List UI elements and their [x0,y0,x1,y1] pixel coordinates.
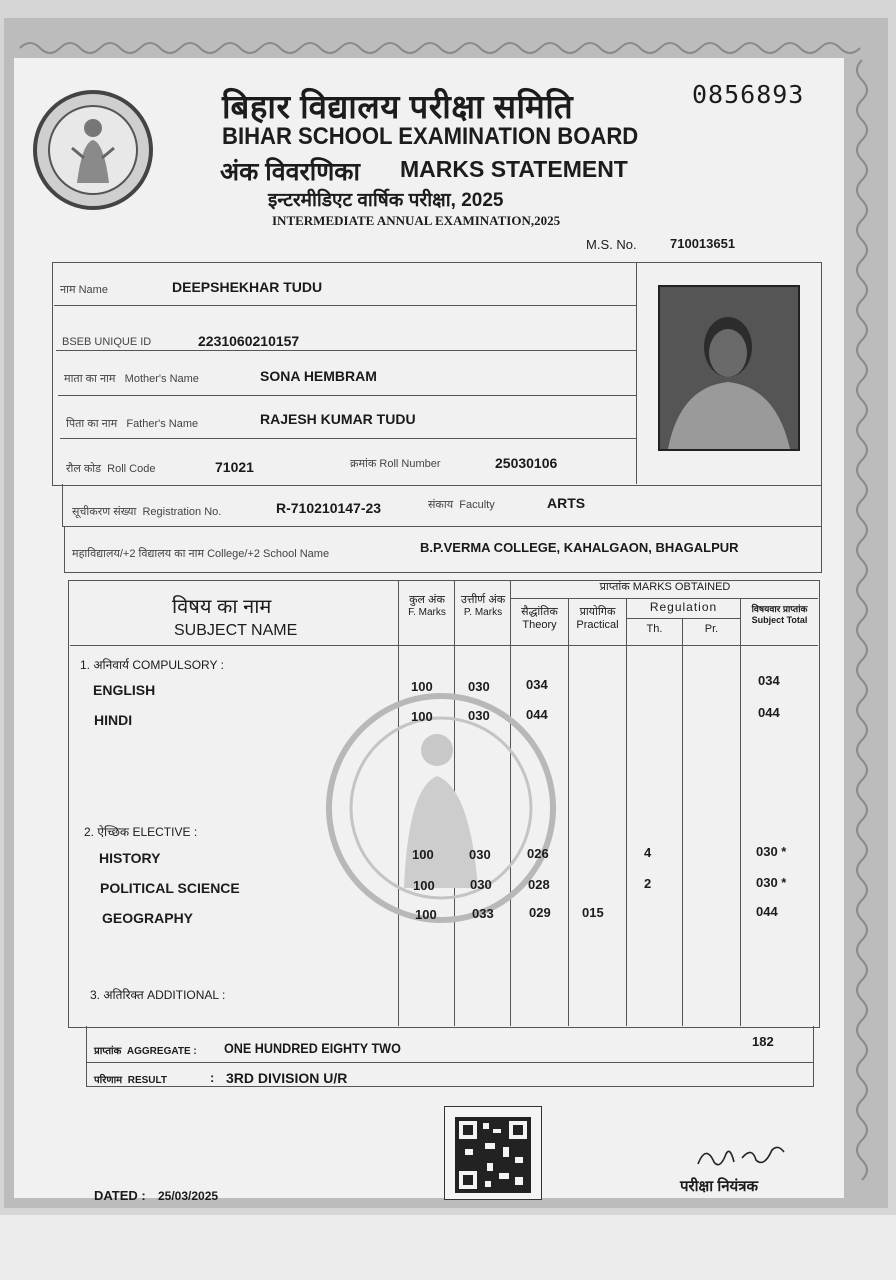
subject-total: 034 [758,673,780,688]
theory-marks: 028 [528,877,550,892]
regulation-theory-header: Th. [646,623,663,635]
college-label: महाविद्यालय/+2 विद्यालय का नाम College/+2 School Name [72,548,330,560]
statement-title-english: MARKS STATEMENT [400,156,628,182]
ms-number-label: M.S. No. [586,237,637,252]
college-name: B.P.VERMA COLLEGE, KAHALGAON, BHAGALPUR [420,540,739,555]
subject-total-header: विषयवार प्राप्तांक Subject Total [751,604,808,625]
subject-name: HINDI [94,712,133,728]
registration-number: R-710210147-23 [276,500,382,516]
full-marks: 100 [411,679,433,694]
full-marks-header: कुल अंक F. Marks [408,594,446,618]
marks-obtained-header: प्राप्तांक MARKS OBTAINED [599,581,731,593]
mother-name: SONA HEMBRAM [260,368,377,384]
result-label: परिणाम RESULT [94,1075,167,1086]
issue-date: 25/03/2025 [158,1189,219,1203]
exam-title-hindi: इन्टरमीडिएट वार्षिक परीक्षा, 2025 [268,190,504,211]
board-name-hindi: बिहार विद्यालय परीक्षा समिति [222,88,574,125]
result-value: 3RD DIVISION U/R [226,1070,348,1086]
qr-code-icon [445,1107,541,1199]
aggregate-words: ONE HUNDRED EIGHTY TWO [224,1040,401,1056]
roll-code-label: रौल कोड Roll Code [66,463,156,475]
full-marks: 100 [412,847,434,862]
watermark-seal-icon [312,688,570,928]
subject-name: HISTORY [99,850,161,866]
subject-name: ENGLISH [93,682,156,698]
board-seal-icon [32,88,154,212]
theory-marks: 029 [529,905,551,920]
ms-number: 710013651 [670,236,736,251]
practical-marks: 015 [582,905,604,920]
subject-name: GEOGRAPHY [102,910,194,926]
statement-title-hindi: अंक विवरणिका [220,158,360,186]
theory-header: सैद्धांतिक Theory [521,606,558,631]
mother-name-label: माता का नाम Mother's Name [64,373,199,385]
student-name: DEEPSHEKHAR TUDU [172,279,323,295]
uid-label: BSEB UNIQUE ID [62,336,152,348]
pass-marks: 030 [468,708,490,723]
full-marks: 100 [415,907,437,922]
regulation-header: Regulation [649,600,718,614]
pass-marks: 030 [470,877,492,892]
name-label: नाम Name [60,284,108,296]
pass-marks: 030 [468,679,490,694]
subject-header-hindi: विषय का नाम [172,596,272,618]
elective-section-label: 2. ऐच्छिक ELECTIVE : [84,825,198,839]
subject-name: POLITICAL SCIENCE [100,880,240,896]
controller-signature-icon [694,1140,790,1174]
subject-total: 044 [756,904,778,919]
result-colon: : [210,1070,215,1085]
student-uid: 2231060210157 [198,333,300,349]
subject-total: 030 * [756,844,787,859]
theory-marks: 034 [526,677,548,692]
serial-number: 0856893 [692,80,805,109]
student-photo-icon [660,287,798,449]
qr-code [444,1106,542,1200]
theory-marks: 044 [526,707,548,722]
pass-marks: 030 [469,847,491,862]
faculty-label: संकाय Faculty [428,499,495,511]
subject-header-english: SUBJECT NAME [174,622,298,639]
aggregate-label: प्राप्तांक AGGREGATE : [94,1046,197,1057]
regulation-theory: 2 [644,876,652,891]
full-marks: 100 [413,878,435,893]
aggregate-total: 182 [752,1034,774,1049]
regulation-practical-header: Pr. [704,623,719,635]
registration-label: सूचीकरण संख्या Registration No. [72,506,222,518]
roll-number-label: क्रमांक Roll Number [350,458,441,470]
father-name: RAJESH KUMAR TUDU [260,411,416,427]
roll-number: 25030106 [495,455,558,471]
subject-total: 044 [758,705,780,720]
student-photo [658,285,800,451]
board-name-english: BIHAR SCHOOL EXAMINATION BOARD [222,123,639,150]
exam-title-english: INTERMEDIATE ANNUAL EXAMINATION,2025 [272,213,561,228]
pass-marks-header: उत्तीर्ण अंक P. Marks [460,594,506,618]
practical-header: प्रायोगिक Practical [576,606,619,631]
pass-marks: 033 [472,906,494,921]
faculty: ARTS [547,495,586,511]
regulation-theory: 4 [644,845,652,860]
theory-marks: 026 [527,846,549,861]
father-name-label: पिता का नाम Father's Name [66,418,199,430]
subject-total: 030 * [756,875,787,890]
additional-section-label: 3. अतिरिक्त ADDITIONAL : [90,988,226,1002]
full-marks: 100 [411,709,433,724]
controller-title: परीक्षा नियंत्रक [680,1178,759,1195]
roll-code: 71021 [215,459,254,475]
background-surface [0,1215,896,1280]
compulsory-section-label: 1. अनिवार्य COMPULSORY : [80,658,224,672]
dated-label: DATED : [94,1188,146,1203]
